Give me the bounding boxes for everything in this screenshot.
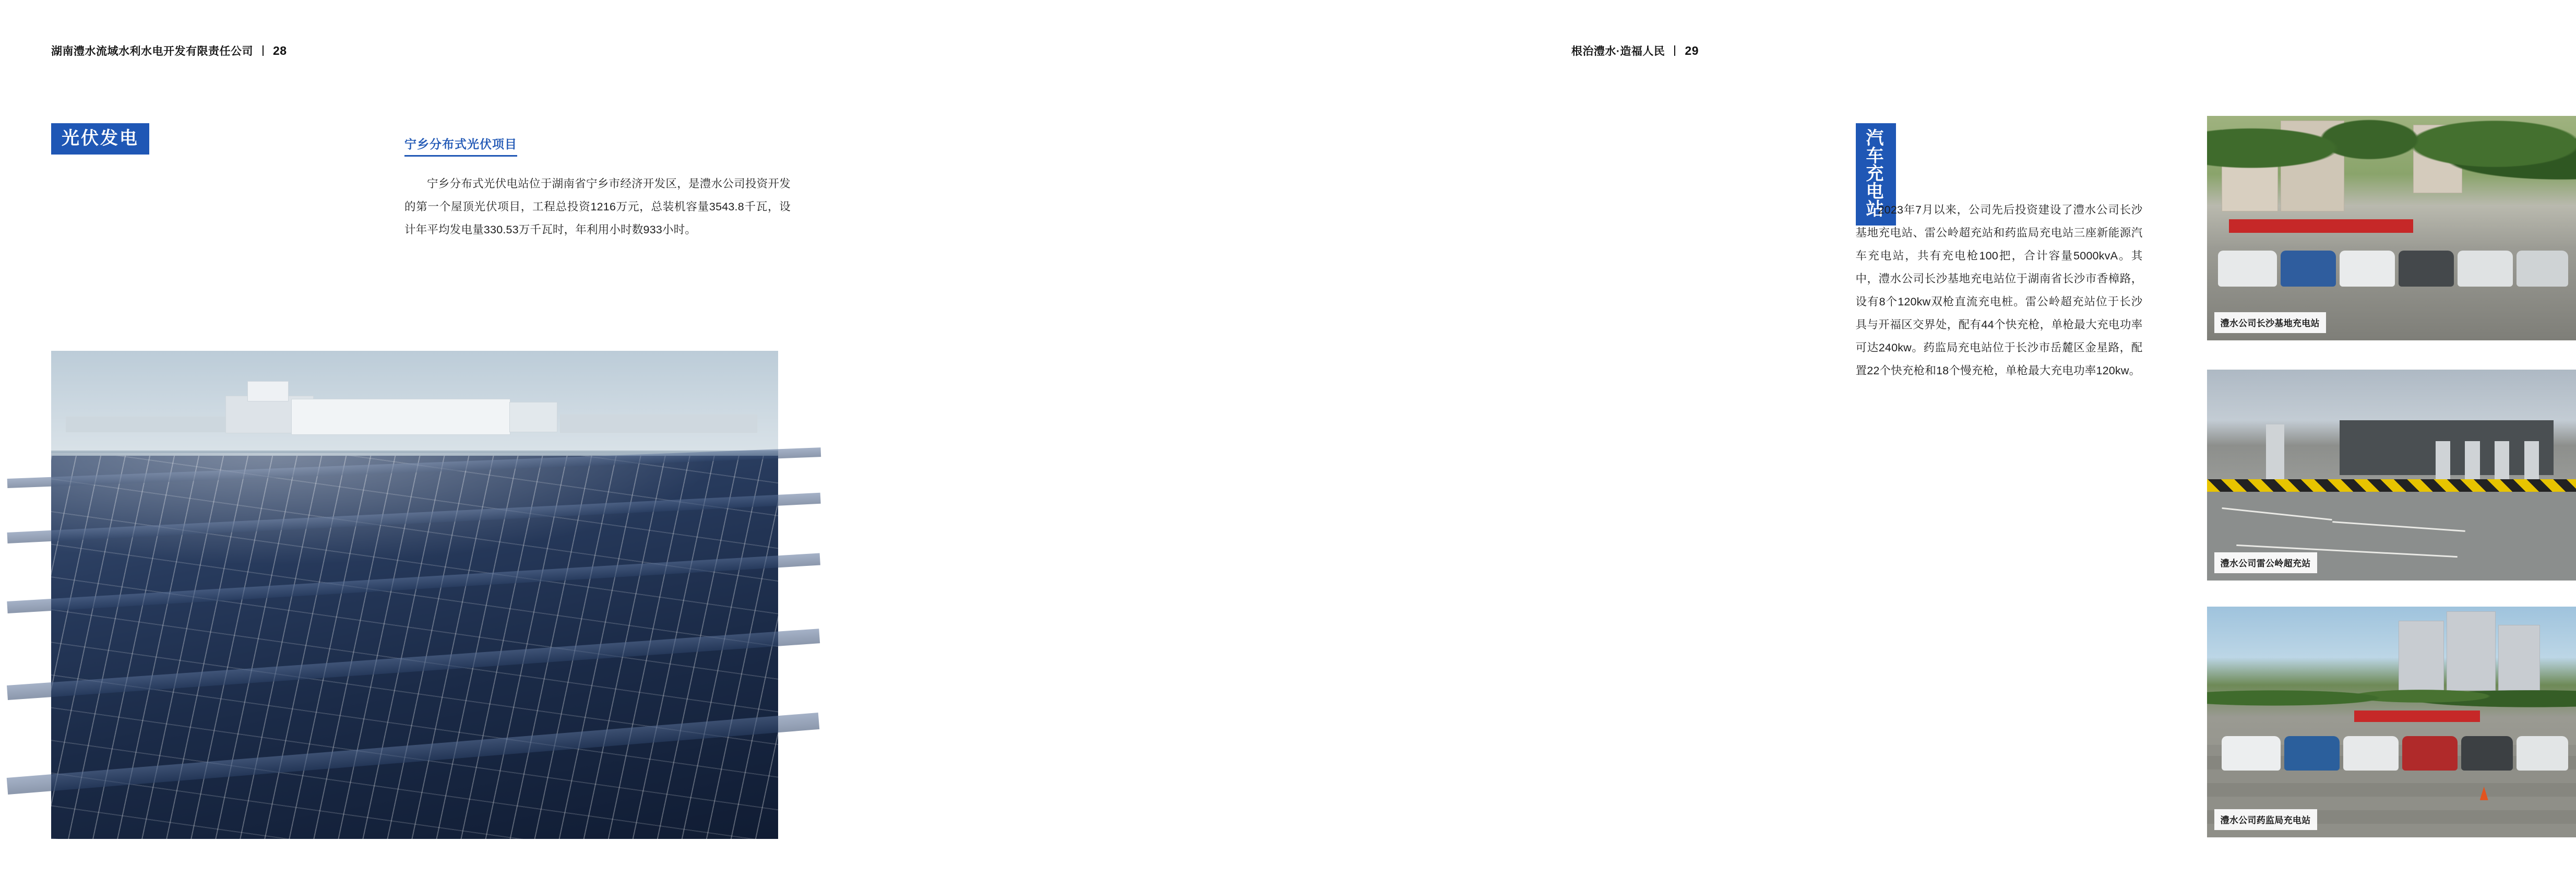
photo-car — [2340, 251, 2395, 287]
photo-solar-rooftop — [51, 351, 778, 839]
photo-lot-line — [2332, 521, 2465, 532]
photo-car — [2458, 251, 2513, 287]
subsection-title-ningxiang: 宁乡分布式光伏项目 — [404, 135, 517, 157]
photo-charging-pile — [2266, 424, 2284, 479]
left-page — [0, 0, 876, 888]
photo-building — [509, 402, 558, 432]
header-divider — [1674, 45, 1675, 56]
photo-building — [291, 399, 510, 435]
photo-scene — [2207, 370, 2576, 581]
photo-building — [560, 415, 757, 433]
photo-trees — [2207, 116, 2576, 223]
photo-caption: 澧水公司药监局充电站 — [2214, 809, 2317, 830]
header-divider — [263, 45, 264, 56]
photo-drug-administration-station — [2207, 607, 2576, 837]
section-title-charging-station: 汽车充电站 — [1856, 123, 1896, 226]
photo-changsha-base-station — [2207, 116, 2576, 340]
panel-row — [7, 629, 820, 701]
photo-car — [2218, 251, 2277, 287]
photo-building — [247, 381, 289, 401]
photo-car — [2343, 736, 2399, 771]
left-running-header-text: 湖南澧水流域水利水电开发有限责任公司 — [51, 45, 253, 57]
photo-charging-pile — [2495, 441, 2509, 479]
body-paragraph-photovoltaic: 宁乡分布式光伏电站位于湖南省宁乡市经济开发区，是澧水公司投资开发的第一个屋顶光伏项目，工程总投资1216万元，总装机容量3543.8千瓦，设计年平均发电量330.53万千瓦时，年利用小时数933小时。 — [404, 177, 791, 236]
photo-kerb-stripe — [2207, 479, 2576, 492]
right-page — [876, 0, 2320, 888]
panel-row — [7, 712, 820, 794]
photo-car — [2399, 251, 2454, 287]
photo-glare — [51, 453, 778, 580]
photo-building — [66, 417, 226, 432]
photo-scene — [2207, 607, 2576, 837]
body-text-photovoltaic — [404, 172, 791, 241]
photo-caption: 澧水公司雷公岭超充站 — [2214, 552, 2317, 573]
photo-charging-pile — [2524, 441, 2539, 479]
photo-car — [2222, 736, 2281, 771]
photo-red-banner — [2229, 219, 2414, 233]
right-page-number: 29 — [1685, 43, 1699, 57]
photo-car — [2281, 251, 2336, 287]
photo-lot-line — [2222, 507, 2332, 520]
body-paragraph-charging-station: 2023年7月以来，公司先后投资建设了澧水公司长沙基地充电站、雷公岭超充站和药监局充电站三座新能源汽车充电站，共有充电枪100把，合计容量5000kvA。其中，澧水公司长沙基地充电站位于湖南省长沙市香樟路，设有8个120kw双枪直流充电桩。雷公岭超充站位于长沙具与开福区交界处，配有44个快充枪，单枪最大充电功率可达240kw。药监局充电站位于长沙市岳麓区金星路，配置22个快充枪和18个慢充枪，单枪最大充电功率120kw。 — [1855, 204, 2143, 377]
photo-charging-pile — [2465, 441, 2479, 479]
photo-car — [2517, 736, 2568, 771]
body-text-charging-station — [1856, 198, 2143, 383]
right-running-header — [1571, 43, 1699, 58]
section-title-photovoltaic: 光伏发电 — [51, 123, 149, 155]
photo-car — [2517, 251, 2568, 287]
photo-caption: 澧水公司长沙基地充电站 — [2214, 312, 2326, 333]
photo-red-banner — [2354, 711, 2479, 722]
photo-leigongling-station — [2207, 370, 2576, 581]
photo-scene — [2207, 116, 2576, 340]
photo-trees — [2207, 676, 2576, 713]
left-running-header — [51, 43, 287, 58]
left-page-number: 28 — [273, 43, 287, 57]
photo-car — [2402, 736, 2458, 771]
right-running-header-text: 根治澧水·造福人民 — [1571, 45, 1665, 57]
photo-charging-pile — [2436, 441, 2450, 479]
photo-car — [2461, 736, 2513, 771]
photo-car — [2284, 736, 2340, 771]
